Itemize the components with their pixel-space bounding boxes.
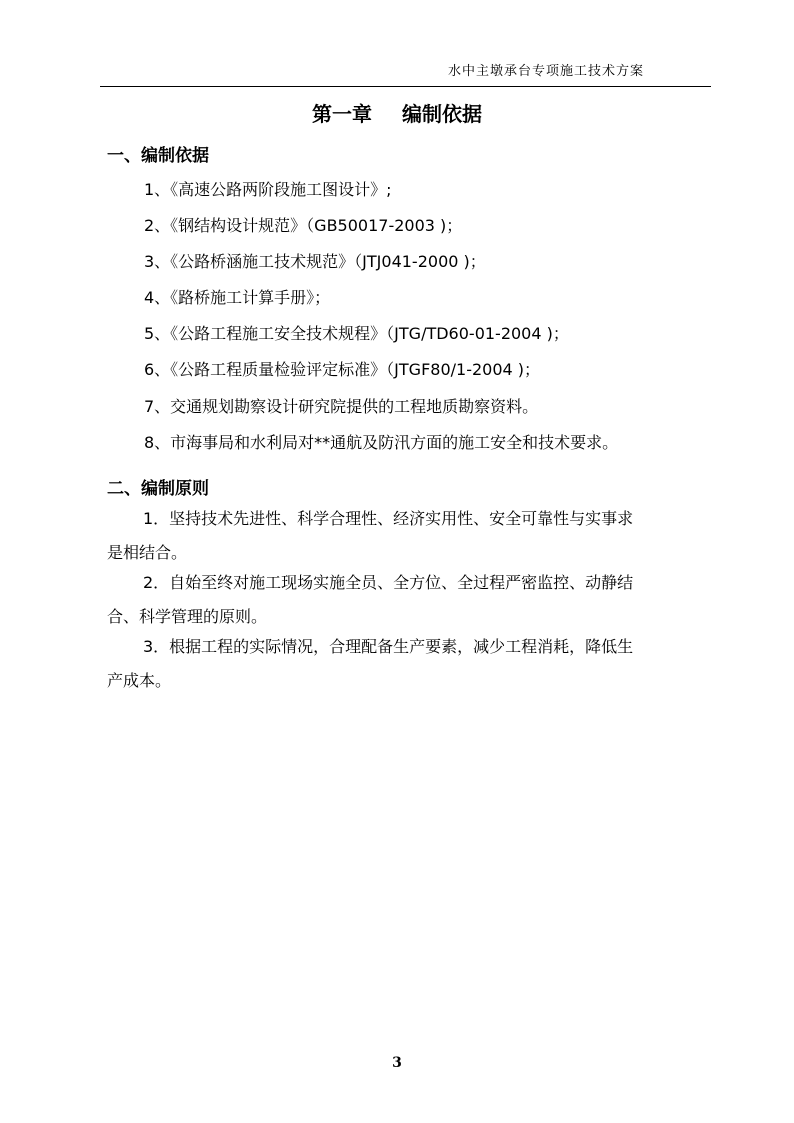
chapter-number: 第一章 bbox=[312, 102, 372, 126]
list-item: 2、《钢结构设计规范》（GB50017-2003 )； bbox=[144, 216, 463, 235]
principle-line: 合、科学管理的原则。 bbox=[107, 607, 268, 626]
list-item: 4、《路桥施工计算手册》； bbox=[144, 288, 331, 307]
list-item: 5、《公路工程施工安全技术规程》（JTG/TD60-01-2004 )； bbox=[144, 324, 569, 343]
principle-line: 2．自始至终对施工现场实施全员、全方位、全过程严密监控、动静结 bbox=[143, 573, 634, 592]
page-number: 3 bbox=[392, 1055, 402, 1071]
principle-line: 3．根据工程的实际情况，合理配备生产要素，减少工程消耗，降低生 bbox=[143, 637, 634, 656]
chapter-title bbox=[0, 98, 794, 127]
principle-paragraph bbox=[107, 566, 711, 634]
list-item: 6、《公路工程质量检验评定标准》（JTGF80/1-2004 )； bbox=[144, 360, 541, 379]
principle-line: 是相结合。 bbox=[107, 543, 188, 562]
principle-paragraph bbox=[107, 502, 711, 570]
header-title: 水中主墩承台专项施工技术方案 bbox=[447, 64, 644, 79]
list-item: 3、《公路桥涵施工技术规范》（JTJ041-2000 )； bbox=[144, 252, 486, 271]
list-item: 8、市海事局和水利局对**通航及防汛方面的施工安全和技术要求。 bbox=[144, 433, 619, 452]
list-item: 1、《高速公路两阶段施工图设计》; bbox=[144, 180, 392, 199]
chapter-name: 编制依据 bbox=[402, 102, 482, 126]
principle-paragraph bbox=[107, 630, 711, 698]
principle-line: 产成本。 bbox=[107, 671, 172, 690]
principle-line: 1．坚持技术先进性、科学合理性、经济实用性、安全可靠性与实事求 bbox=[143, 509, 634, 528]
header-rule bbox=[100, 86, 711, 87]
section-heading-basis: 一、编制依据 bbox=[107, 146, 209, 166]
list-item: 7、交通规划勘察设计研究院提供的工程地质勘察资料。 bbox=[144, 397, 539, 416]
section-heading-principles: 二、编制原则 bbox=[107, 479, 209, 499]
